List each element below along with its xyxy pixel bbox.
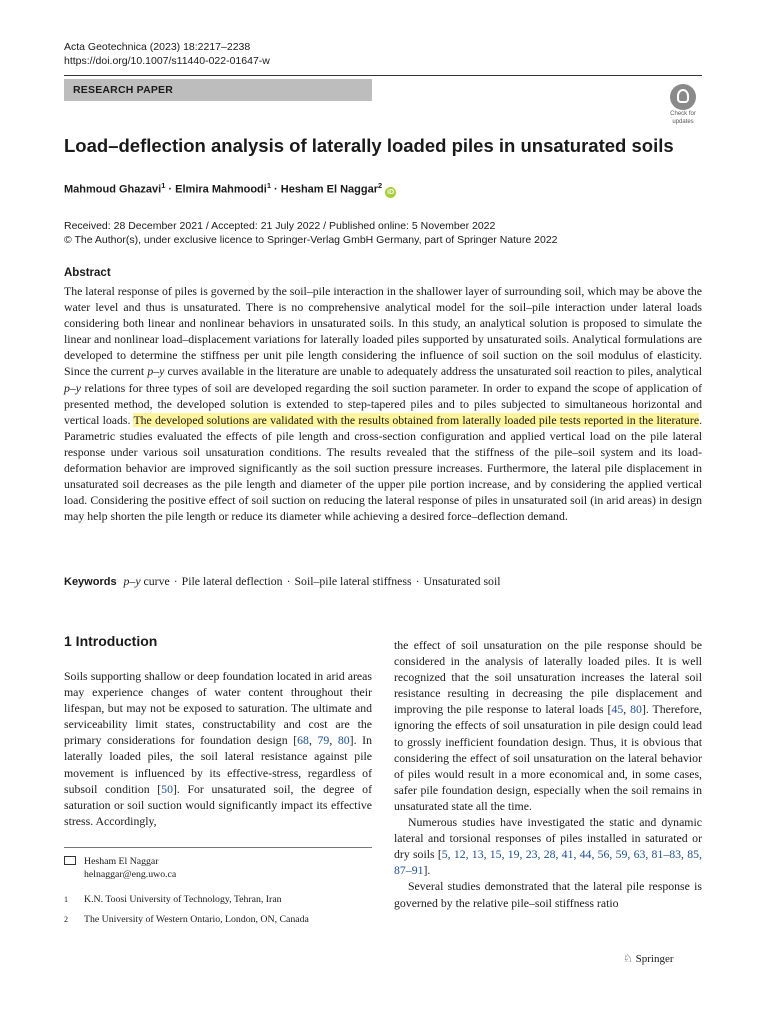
keyword: curve <box>140 574 170 588</box>
check-updates-icon <box>670 84 696 110</box>
affiliation <box>64 893 372 906</box>
orcid-icon[interactable]: iD <box>387 188 395 196</box>
py-term: p–y <box>147 364 165 379</box>
publisher-name: Springer <box>635 953 674 965</box>
copyright-line: © The Author(s), under exclusive licence to Springer-Verlag GmbH Germany, part of Springer Nature 2022 <box>64 234 558 246</box>
corresponding-author <box>64 855 372 881</box>
affiliation-text: The University of Western Ontario, London, ON, Canada <box>84 914 309 925</box>
paragraph <box>394 814 702 878</box>
publication-dates: Received: 28 December 2021 / Accepted: 21 July 2022 / Published online: 5 November 2022 <box>64 220 496 232</box>
py-term: p–y <box>64 380 82 395</box>
abstract-heading: Abstract <box>64 267 111 279</box>
author-affiliation-mark: 2 <box>377 181 383 190</box>
keyword-py: p–y <box>123 574 141 588</box>
abstract-text: . Parametric studies evaluated the effects of pile length and cross-section configuration and applied vertical load on the pile lateral response under various soil unsaturation conditions. The results revealed that the stiffness of the pile–soil system and its load-deformation behavior are improved significantly as the soil suction pressure increases. Furthermore, the lateral pile displacement in unsaturated soil decreases as the pile length and diameter of the upper pile portion increase, and by considering the applied vertical load. Considering the positive effect of soil suction on reducing the lateral response of piles in unsaturated soil (in arid areas) in design may help shorten the pile length or reduce its diameter while achieving a desired force–deflection demand. <box>64 412 703 524</box>
keyword: Pile lateral deflection <box>181 574 283 588</box>
citation-link[interactable]: 79 <box>317 733 330 748</box>
springer-horse-icon: ♘ <box>623 953 633 965</box>
paragraph-text: Soils supporting shallow or deep foundation located in arid areas may experience changes of water content throughout their lifespan, but may not be exposed to saturation. The ultimate and serviceability limit states, constructability and cost are the primary considerations for foundation design [ <box>64 669 372 748</box>
paragraph: Soils supporting shallow or deep foundation located in arid areas may experience changes of water content throughout their lifespan, but may not be exposed to saturation. The ultimate and serviceability limit states, constructability and cost are the primary considerations for foundation design [68, 79, 80]. In laterally loaded piles, the soil lateral resistance against pile movement is influenced by its effective-stress, regardless of subsoil condition [50]. For unsaturated soil, the degree of saturation or soil suction would significantly impact its effective stress. Accordingly, <box>64 669 372 828</box>
affiliation-mark: 1 <box>64 895 68 904</box>
section-heading: 1 Introduction <box>64 633 158 649</box>
paragraph-text: Numerous studies have investigated the static and dynamic lateral and torsional responses of piles installed in saturated or dry soils [ <box>394 815 702 862</box>
paragraph-text: the effect of soil unsaturation on the pile response should be considered in the analysis of laterally loaded piles. It is well recognized that the soil unsaturation increases the lateral soil resistance resulting in decreasing the pile displacement and improving the pile response to lateral loads [ <box>394 638 702 717</box>
keyword-separator: · <box>286 574 291 588</box>
envelope-icon <box>64 855 76 868</box>
header-rule <box>64 75 702 76</box>
abstract-text: curves available in the literature are unable to adequately address the unsaturated soil reaction to piles, analytical <box>164 364 703 379</box>
author-name[interactable]: Elmira Mahmoodi <box>175 183 267 196</box>
article-title: Load–deflection analysis of laterally loaded piles in unsaturated soils <box>64 135 674 156</box>
article-type-banner: RESEARCH PAPER <box>64 79 372 101</box>
author-separator: · <box>165 183 176 196</box>
doi-link[interactable]: https://doi.org/10.1007/s11440-022-01647-w <box>64 55 270 67</box>
left-column <box>64 668 372 829</box>
citation-link[interactable]: 80 <box>337 733 350 748</box>
paragraph-text: ]. <box>423 863 431 878</box>
abstract-text: The lateral response of piles is governed by the soil–pile interaction in the shallower layer of surrounding soil, which may be above the water level and thus is unsaturated. There is no comprehensive analytical model for the soil–pile interaction under lateral loads considering both linear and nonlinear behaviors in unsaturated soils. In this study, an analytical solution is proposed to simulate the linear and nonlinear load–displacement variations for laterally loaded piles supported by unsaturated soils. Analytical formulations are developed to determine the stiffness per unit pile length considering the influence of soil suction on the soil modulus of elasticity. Since the current <box>64 284 702 379</box>
keyword: Soil–pile lateral stiffness <box>294 574 412 588</box>
paragraph: the effect of soil unsaturation on the pile response should be considered in the analysis of laterally loaded piles. It is well recognized that the soil unsaturation increases the lateral soil resistance resulting in decreasing the pile displacement and improving the pile response to lateral loads [45, 80]. Therefore, ignoring the effects of soil unsaturation in pile design could lead to grossly inefficient foundation design. Thus, it is obvious that considering the effect of soil unsaturation on the lateral behavior of piles would result in a more economical and, in some cases, safer pile foundation design, especially when the soil remains in unsaturated state all the time. <box>394 638 702 813</box>
check-updates-label-2: updates <box>672 119 694 125</box>
keyword-separator: · <box>173 574 178 588</box>
keyword-separator: · <box>415 574 420 588</box>
keywords-heading: Keywords <box>64 576 117 588</box>
corresponding-email[interactable]: helnaggar@eng.uwo.ca <box>84 869 177 880</box>
check-for-updates-button[interactable] <box>663 84 703 124</box>
abstract-text: relations for three types of soil are developed regarding the soil suction parameter. In order to expand the scope of application of presented method, the developed solution is extended to step-tapered piles and to piles subjected to simultaneous horizontal and vertical loads. <box>64 380 702 427</box>
check-updates-label-1: Check for <box>670 111 696 117</box>
keywords-line <box>64 573 704 590</box>
author-separator: · <box>271 183 281 196</box>
citation-links[interactable]: 5, 12, 13, 15, 19, 23, 28, 41, 44, 56, 59, 63, 81–83, 85, 87–91 <box>394 847 702 878</box>
paragraph-text: ]. For unsaturated soil, the degree of saturation or soil suction would significantly impact its effective stress. Accordingly, <box>64 781 372 828</box>
affiliation <box>64 913 372 926</box>
affiliation-text: K.N. Toosi University of Technology, Tehran, Iran <box>84 894 282 905</box>
affiliation-mark: 2 <box>64 915 68 924</box>
citation-link[interactable]: 68 <box>297 733 309 748</box>
author-name[interactable]: Hesham El Naggar <box>280 183 378 196</box>
abstract-body <box>64 283 702 524</box>
keyword: Unsaturated soil <box>423 574 501 588</box>
author-list <box>64 178 396 198</box>
paragraph-text: ]. In laterally loaded piles, the soil lateral resistance against pile movement is influenced by its effective-stress, regardless of subsoil condition [ <box>64 733 372 796</box>
highlighted-text[interactable]: The developed solutions are validated with the results obtained from laterally loaded pile tests reported in the literature <box>133 412 700 427</box>
citation-link[interactable]: 80 <box>630 702 642 717</box>
footnote-rule <box>64 847 372 848</box>
author-affiliation-mark: 1 <box>266 181 271 190</box>
citation-link[interactable]: 50 <box>161 781 173 796</box>
author-affiliation-mark: 1 <box>161 181 166 190</box>
right-column <box>394 637 702 911</box>
citation-link[interactable]: 45 <box>611 702 624 717</box>
corresponding-name: Hesham El Naggar <box>84 856 159 867</box>
journal-citation: Acta Geotechnica (2023) 18:2217–2238 <box>64 41 251 53</box>
publisher-logo <box>623 951 674 967</box>
paragraph: Several studies demonstrated that the lateral pile response is governed by the relative pile–soil stiffness ratio <box>394 879 702 910</box>
author-name[interactable]: Mahmoud Ghazavi <box>64 183 162 196</box>
paragraph-text: ]. Therefore, ignoring the effects of soil unsaturation in pile design could lead to grossly inefficient foundation design. Thus, it is obvious that considering the effect of soil unsaturation on the lateral behavior of piles would result in a more economical and, in some cases, safer pile foundation design, especially when the soil remains in unsaturated state all the time. <box>394 702 702 813</box>
